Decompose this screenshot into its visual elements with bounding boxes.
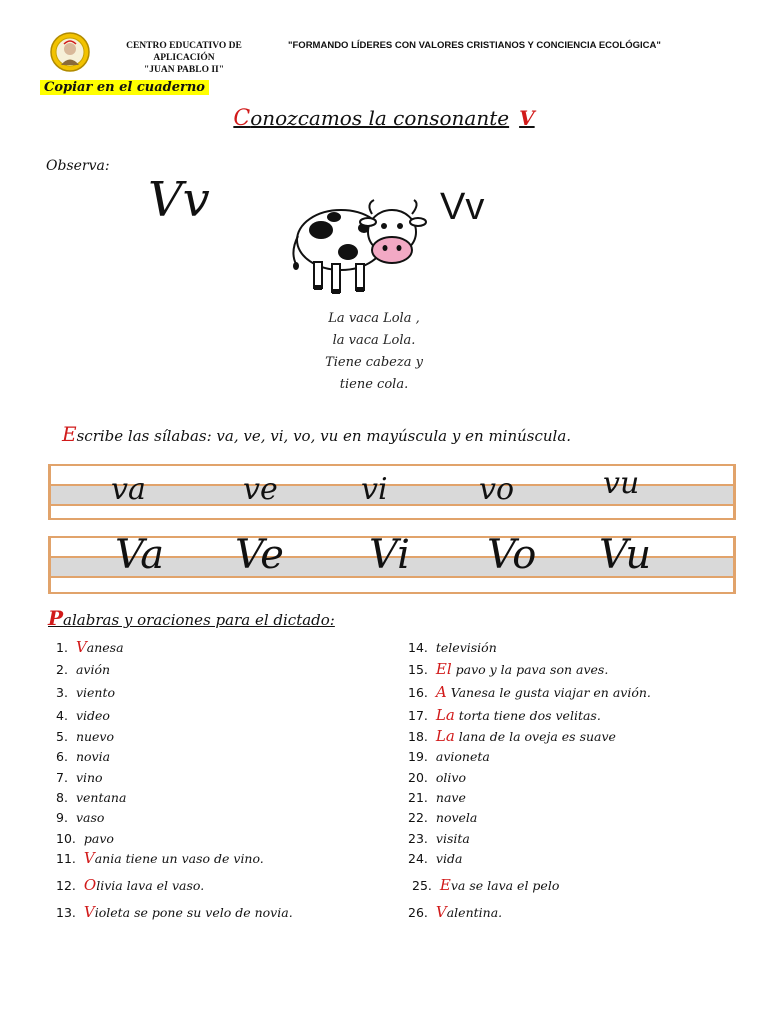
dictation-initial: P — [48, 606, 64, 630]
list-item: 3. viento — [56, 685, 115, 700]
handwriting-lines-upper — [48, 532, 736, 594]
list-item: 15. El pavo y la pava son aves. — [408, 660, 609, 678]
cow-icon — [286, 192, 436, 302]
handwriting-lines-lower — [48, 464, 736, 520]
instruction-initial: E — [62, 422, 77, 446]
syllable-upper: Vo — [487, 532, 537, 578]
syllables-instruction — [62, 422, 571, 446]
poem — [274, 308, 474, 396]
syllable-lower: vu — [603, 466, 640, 501]
letter-script: Vv — [148, 172, 210, 228]
list-item: 9. vaso — [56, 810, 105, 825]
title-initial: C — [233, 106, 251, 131]
syllable-lower: vi — [361, 472, 388, 507]
school-crest-icon — [50, 32, 90, 72]
poem-line: La vaca Lola , — [328, 311, 420, 326]
syllable-lower: ve — [243, 472, 278, 507]
list-item: 18. La lana de la oveja es suave — [408, 727, 616, 745]
poem-line: tiene cola. — [339, 377, 409, 392]
title-text: onozcamos la consonante — [250, 106, 510, 130]
syllable-upper: Ve — [235, 532, 284, 578]
list-item: 25. Eva se lava el pelo — [412, 876, 560, 894]
list-item: 1. Vanesa — [56, 638, 124, 656]
list-item: 6. novia — [56, 749, 111, 764]
list-item: 5. nuevo — [56, 729, 115, 744]
list-item: 20. olivo — [408, 770, 466, 785]
list-item: 24. vida — [408, 851, 463, 866]
list-item: 4. video — [56, 708, 110, 723]
syllable-lower: vo — [479, 472, 515, 507]
school-name-line1: CENTRO EDUCATIVO DE APLICACIÓN — [126, 41, 242, 63]
list-item: 10. pavo — [56, 831, 114, 846]
list-item: 22. novela — [408, 810, 478, 825]
list-item: 8. ventana — [56, 790, 127, 805]
list-item: 17. La torta tiene dos velitas. — [408, 706, 601, 724]
school-name-line2: "JUAN PABLO II" — [143, 65, 225, 75]
syllable-upper: Va — [115, 532, 165, 578]
dictation-title — [48, 606, 335, 630]
list-item: 21. nave — [408, 790, 466, 805]
list-item: 19. avioneta — [408, 749, 490, 764]
school-motto: "FORMANDO LÍDERES CON VALORES CRISTIANOS Y CONCIENCIA ECOLÓGICA" — [288, 40, 661, 51]
syllable-upper: Vi — [369, 532, 410, 578]
instruction-text: scribe las sílabas: va, ve, vi, vo, vu en mayúscula y en minúscula. — [76, 427, 572, 445]
list-item: 13. Violeta se pone su velo de novia. — [56, 903, 293, 921]
list-item: 7. vino — [56, 770, 103, 785]
list-item: 12. Olivia lava el vaso. — [56, 876, 205, 894]
poem-line: la vaca Lola. — [332, 333, 416, 348]
list-item: 14. televisión — [408, 640, 497, 655]
page-title — [0, 106, 768, 131]
title-letter: V — [519, 106, 535, 130]
observe-label: Observa: — [46, 158, 110, 174]
list-item: 16. A Vanesa le gusta viajar en avión. — [408, 683, 651, 701]
list-item: 11. Vania tiene un vaso de vino. — [56, 849, 264, 867]
letter-print: Vv — [440, 186, 485, 228]
list-item: 23. visita — [408, 831, 470, 846]
poem-line: Tiene cabeza y — [325, 355, 423, 370]
copy-instruction-highlight: Copiar en el cuaderno — [40, 80, 209, 95]
syllable-upper: Vu — [599, 532, 652, 578]
list-item: 26. Valentina. — [408, 903, 503, 921]
school-name — [104, 40, 264, 76]
list-item: 2. avión — [56, 662, 111, 677]
dictation-text: alabras y oraciones para el dictado: — [63, 611, 335, 629]
syllable-lower: va — [111, 472, 146, 507]
